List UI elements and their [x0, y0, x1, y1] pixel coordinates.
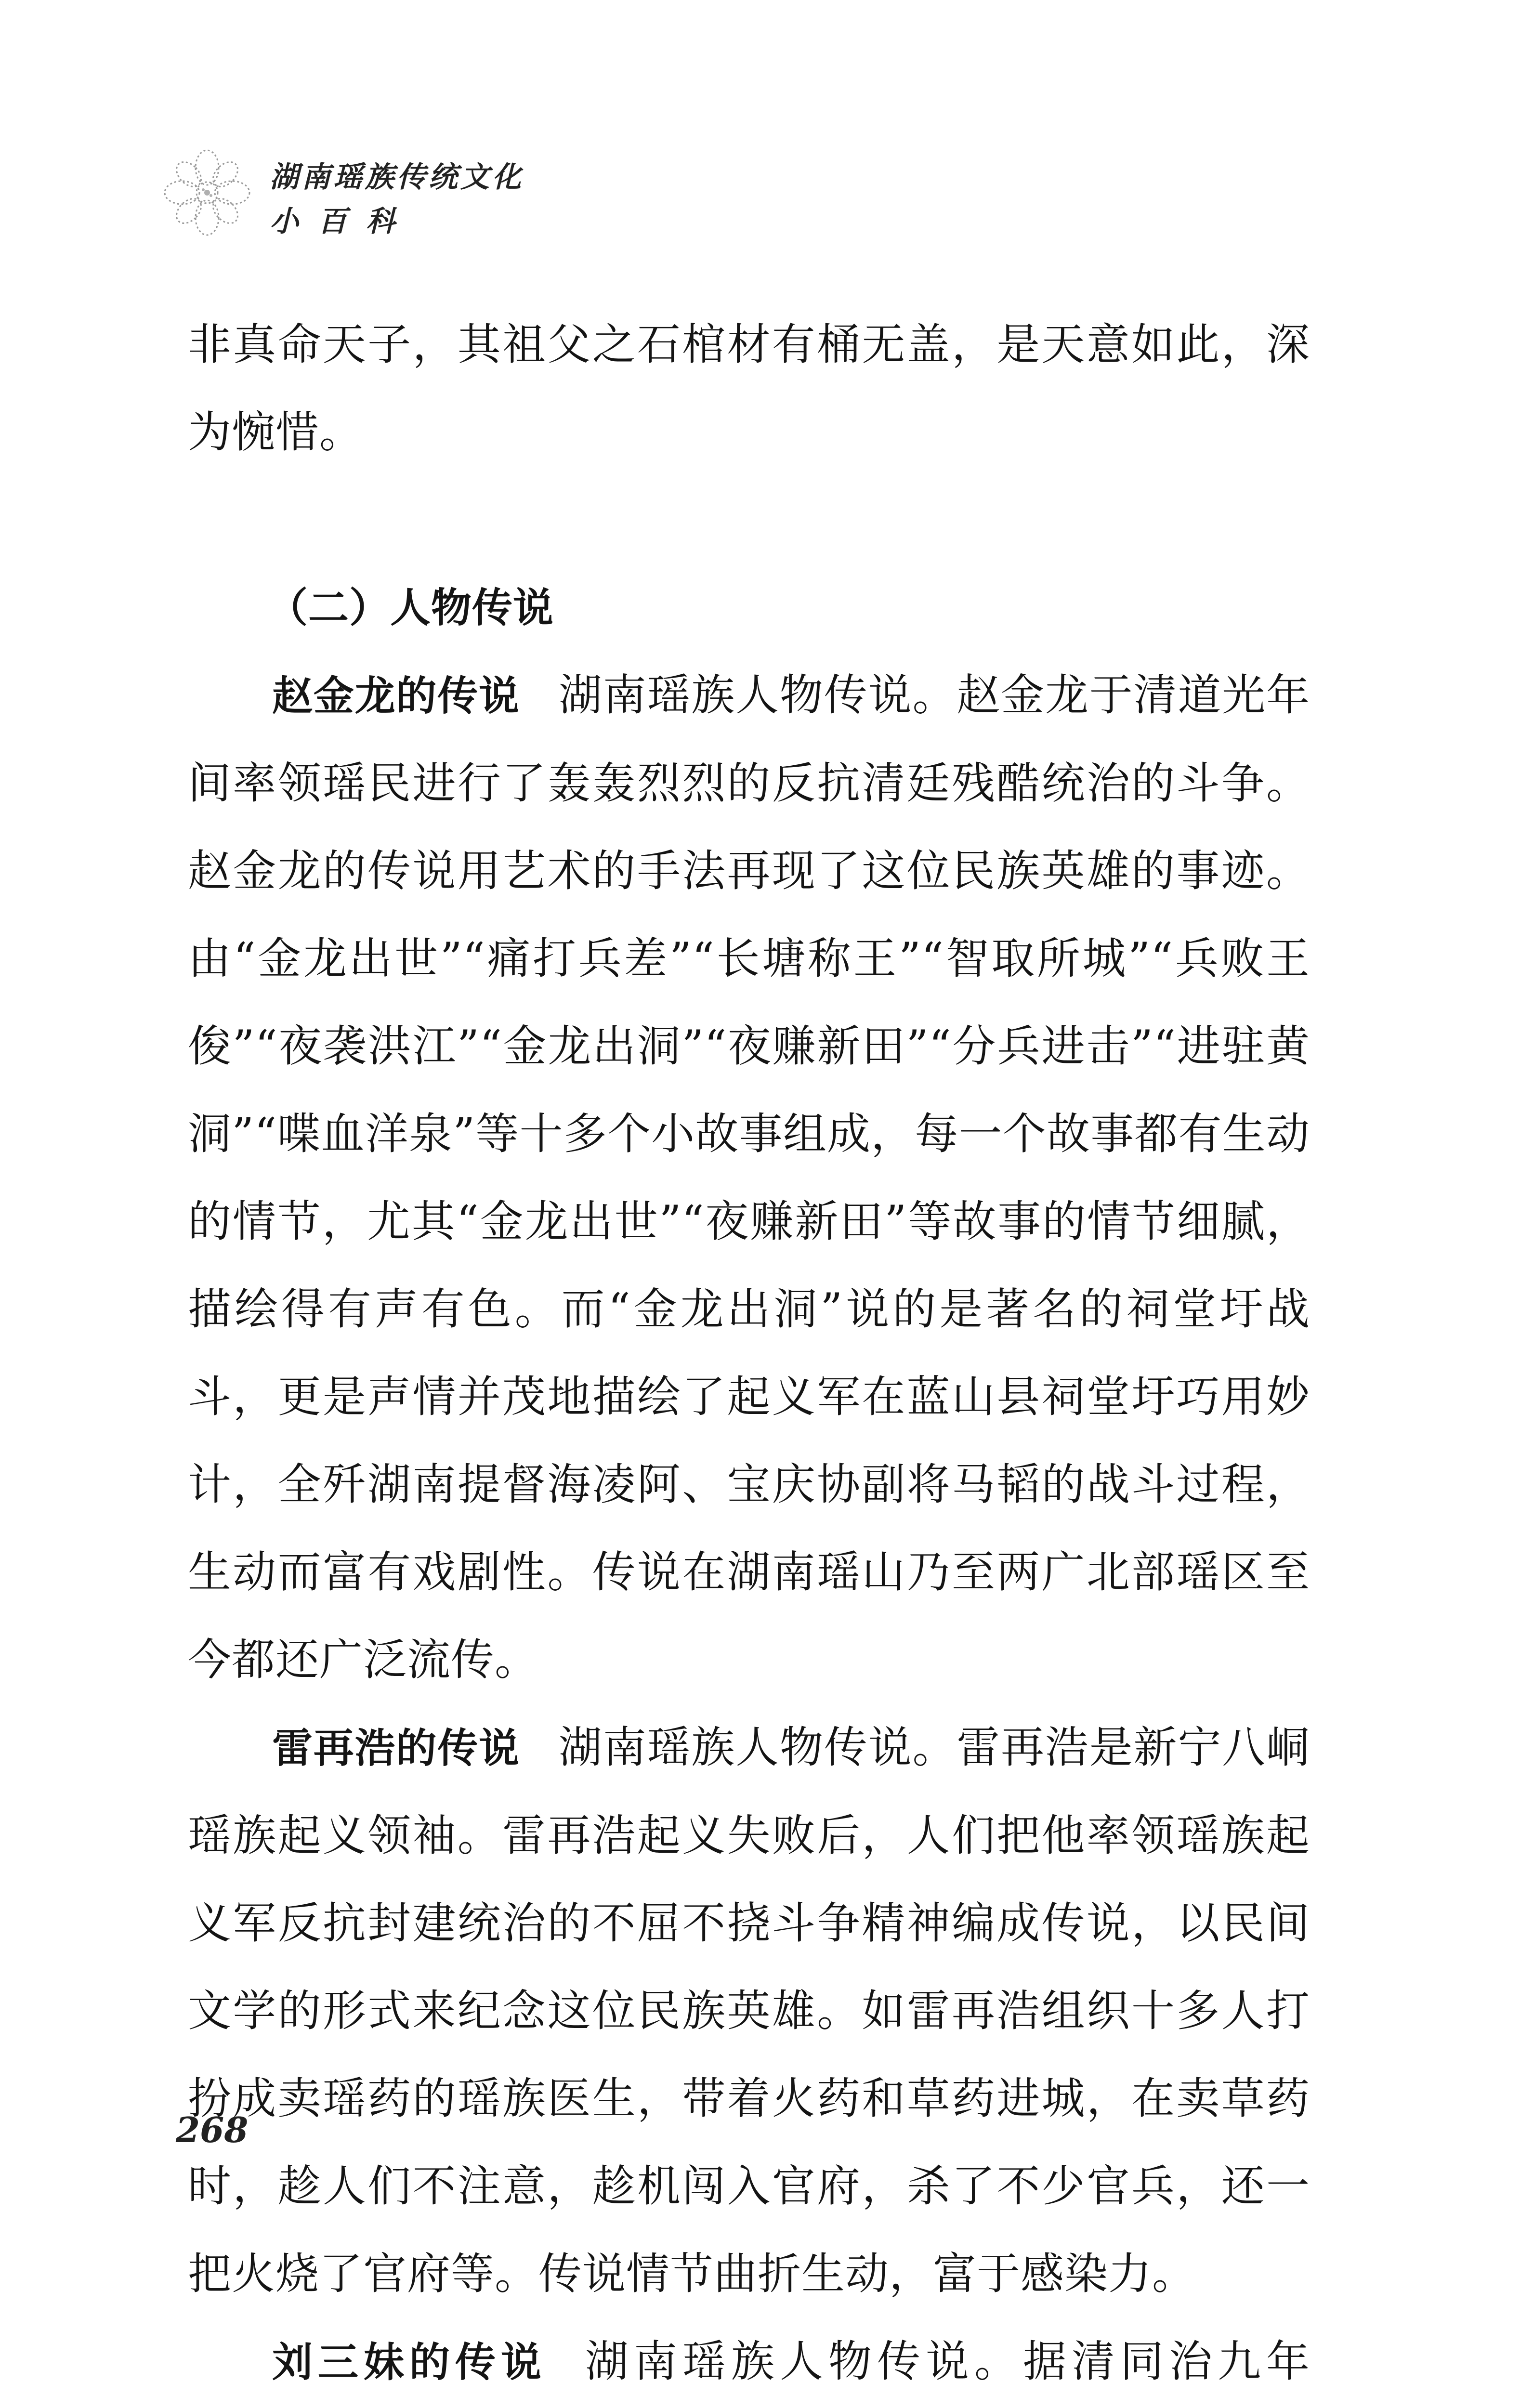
page-body [188, 301, 1310, 2408]
opening-paragraph: 非真命天子，其祖父之石棺材有桶无盖，是天意如此，深为惋惜。 [188, 319, 1310, 458]
series-subtitle: 小百科 [270, 205, 414, 238]
entry-term: 刘三妹的传说 [272, 2339, 547, 2386]
page-number: 268 [176, 2109, 249, 2150]
entry-liu-sanmei [188, 2318, 1310, 2408]
entry-text: 湖南瑶族人物传说。据清同治九年 [585, 2336, 1310, 2387]
entry-lei-zaihao [188, 1704, 1310, 2318]
entry-text: 湖南瑶族人物传说。赵金龙于清道光年间率领瑶民进行了轰轰烈烈的反抗清廷残酷统治的斗争。赵金龙的传说用艺术的手法再现了这位民族英雄的事迹。由“金龙出世”“痛打兵差”“长塘称王”“智取所城”“兵败王俊”“夜袭洪江”“金龙出洞”“夜赚新田”“分兵进击”“进驻黄洞”“喋血洋泉”等十多个小故事组成，每一个故事都有生动的情节，尤其“金龙出世”“夜赚新田”等故事的情节细腻，描绘得有声有色。而“金龙出洞”说的是著名的祠堂圩战斗，更是声情并茂地描绘了起义军在蓝山县祠堂圩巧用妙计，全歼湖南提督海凌阿、宝庆协副将马韬的战斗过程，生动而富有戏剧性。传说在湖南瑶山乃至两广北部瑶区至今都还广泛流传。 [188, 670, 1310, 1685]
entry-zhao-jinlong [188, 652, 1310, 1704]
series-title: 湖南瑶族传统文化 [270, 160, 524, 194]
entry-term: 雷再浩的传说 [272, 1725, 520, 1772]
running-header [159, 144, 592, 255]
entry-term: 赵金龙的传说 [272, 672, 520, 720]
entry-text: 湖南瑶族人物传说。雷再浩是新宁八峒瑶族起义领袖。雷再浩起义失败后，人们把他率领瑶族起义军反抗封建统治的不屈不挠斗争精神编成传说，以民间文学的形式来纪念这位民族英雄。如雷再浩组织十多人打扮成卖瑶药的瑶族医生，带着火药和草药进城，在卖草药时，趁人们不注意，趁机闯入官府，杀了不少官兵，还一把火烧了官府等。传说情节曲折生动，富于感染力。 [188, 1722, 1310, 2299]
flower-ornament-icon [159, 144, 255, 241]
section-heading: （二）人物传说 [267, 584, 554, 631]
